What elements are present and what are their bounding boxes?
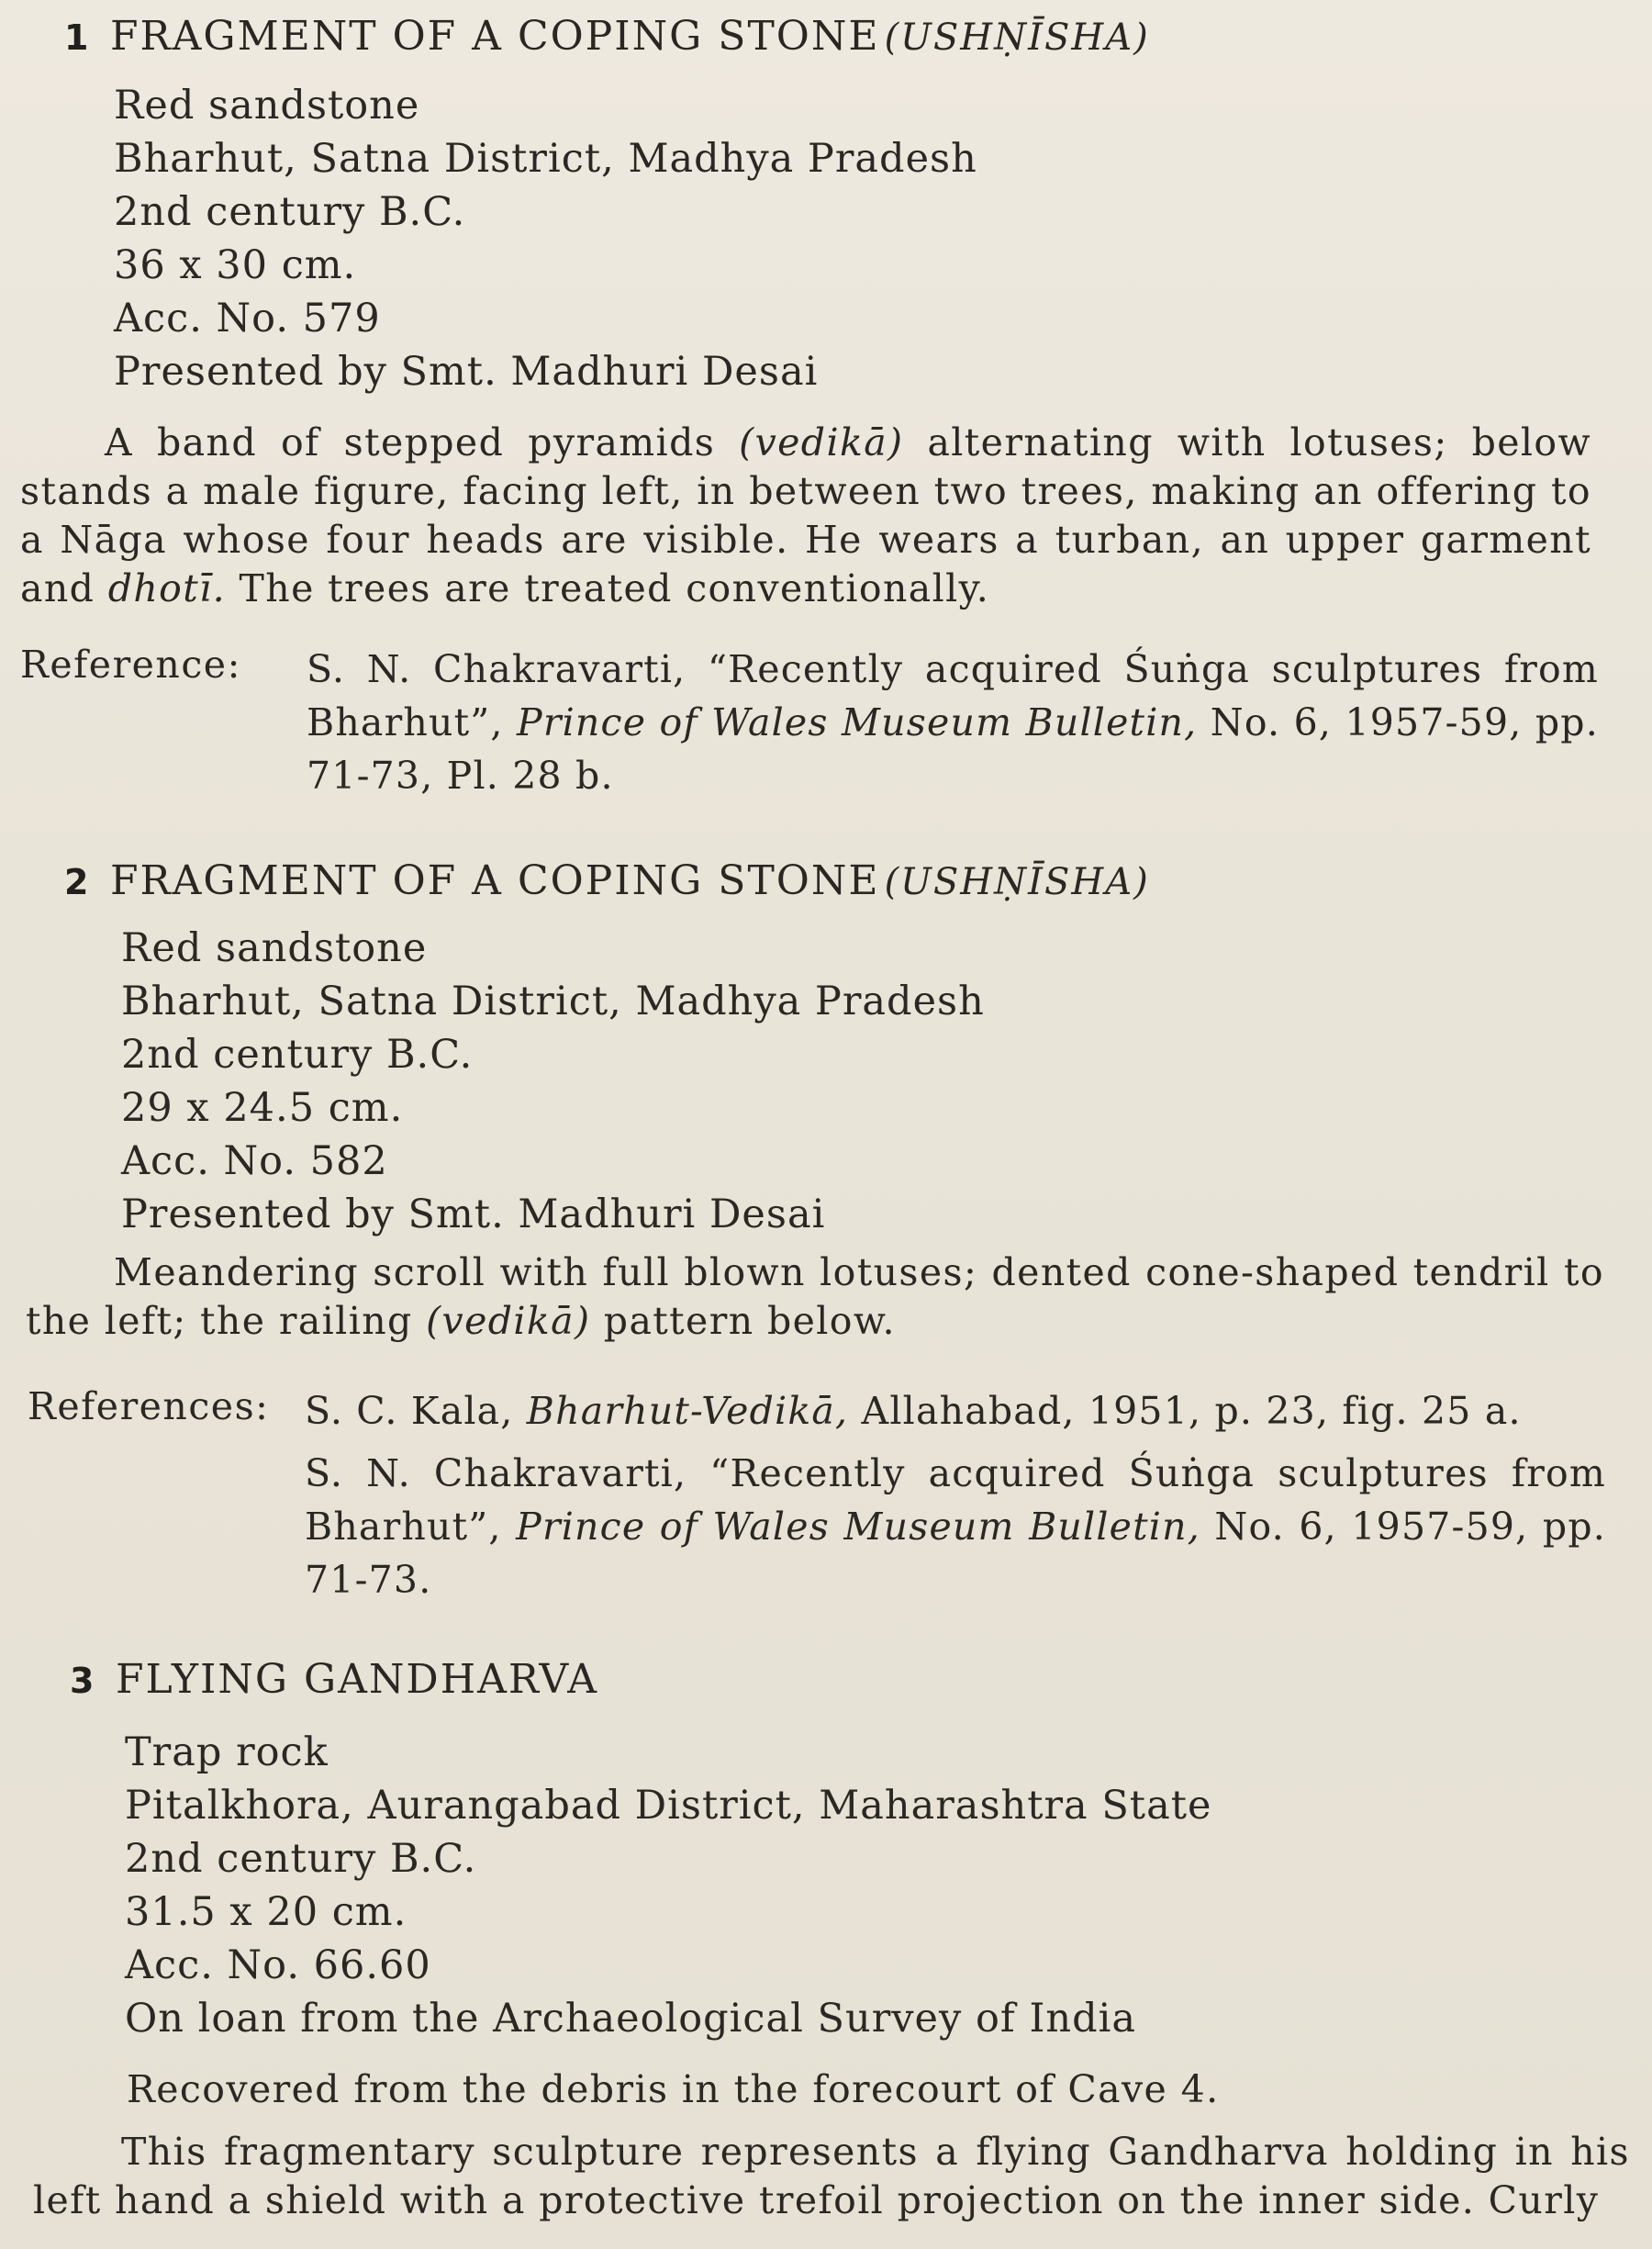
entry-provenance: Pitalkhora, Aurangabad District, Maharashtra State — [125, 1783, 1212, 1829]
entry-description: Meandering scroll with full blown lotuses; dented cone-shaped tendril to the left; the railing (vedikā) pattern below. — [26, 1250, 1604, 1343]
entry-title-italic: (USHṆĪSHA) — [884, 861, 1150, 903]
entry-dimensions: 29 x 24.5 cm. — [121, 1085, 404, 1131]
entry-title: FRAGMENT OF A COPING STONE — [110, 857, 880, 904]
reference-item: S. C. Kala, Bharhut-Vedikā, Allahabad, 1951, p. 23, fig. 25 a. — [305, 1389, 1522, 1433]
entry-metadata — [114, 79, 977, 398]
reference-label: Reference: — [20, 643, 241, 687]
entry-metadata — [121, 922, 985, 1241]
entry-number: 1 — [64, 17, 89, 58]
entry-credit: Presented by Smt. Madhuri Desai — [121, 1192, 826, 1237]
entry-dimensions: 31.5 x 20 cm. — [125, 1889, 407, 1935]
entry-material: Trap rock — [125, 1729, 329, 1775]
entry-provenance: Bharhut, Satna District, Madhya Pradesh — [121, 979, 985, 1024]
entry-acc-no: Acc. No. 66.60 — [125, 1942, 431, 1988]
entry-heading — [70, 1656, 598, 1703]
entry-note: Recovered from the debris in the forecourt of Cave 4. — [127, 2067, 1220, 2111]
entry-title: FLYING GANDHARVA — [116, 1656, 598, 1703]
entry-title: FRAGMENT OF A COPING STONE — [110, 13, 880, 60]
reference-item: S. N. Chakravarti, “Recently acquired Śuṅga sculptures from Bharhut”, Prince of Wales Museum Bulletin, No. 6, 1957-59, pp. 71-73, Pl. 28 b. — [307, 647, 1599, 798]
entry-provenance: Bharhut, Satna District, Madhya Pradesh — [114, 136, 977, 182]
entry-description: This fragmentary sculpture represents a flying Gandharva holding in his left hand a shield with a protective trefoil projection on the inner side. Curly — [33, 2130, 1630, 2222]
reference-label: References: — [28, 1384, 270, 1428]
entry-date: 2nd century B.C. — [114, 189, 466, 235]
entry-heading — [64, 13, 1150, 60]
entry-metadata — [125, 1726, 1211, 2045]
entry-title-italic: (USHṆĪSHA) — [884, 17, 1150, 59]
entry-acc-no: Acc. No. 579 — [114, 296, 381, 341]
entry-number: 3 — [70, 1661, 95, 1701]
entry-credit: On loan from the Archaeological Survey of India — [125, 1996, 1137, 2042]
entry-dimensions: 36 x 30 cm. — [114, 242, 357, 288]
entry-material: Red sandstone — [121, 925, 428, 971]
entry-credit: Presented by Smt. Madhuri Desai — [114, 349, 819, 395]
reference-item: S. N. Chakravarti, “Recently acquired Śuṅga sculptures from Bharhut”, Prince of Wales Museum Bulletin, No. 6, 1957-59, pp. 71-73. — [305, 1451, 1606, 1602]
entry-acc-no: Acc. No. 582 — [121, 1138, 388, 1184]
entry-heading — [64, 857, 1150, 904]
entry-description: A band of stepped pyramids (vedikā) alternating with lotuses; below stands a male figure, facing left, in between two trees, making an offering to a Nāga whose four heads are visible. He wears a turban, an upper garment and dhotī. The trees are treated conventionally. — [20, 420, 1591, 610]
entry-date: 2nd century B.C. — [125, 1836, 477, 1882]
entry-number: 2 — [64, 862, 89, 902]
entry-date: 2nd century B.C. — [121, 1032, 474, 1078]
entry-material: Red sandstone — [114, 83, 420, 129]
